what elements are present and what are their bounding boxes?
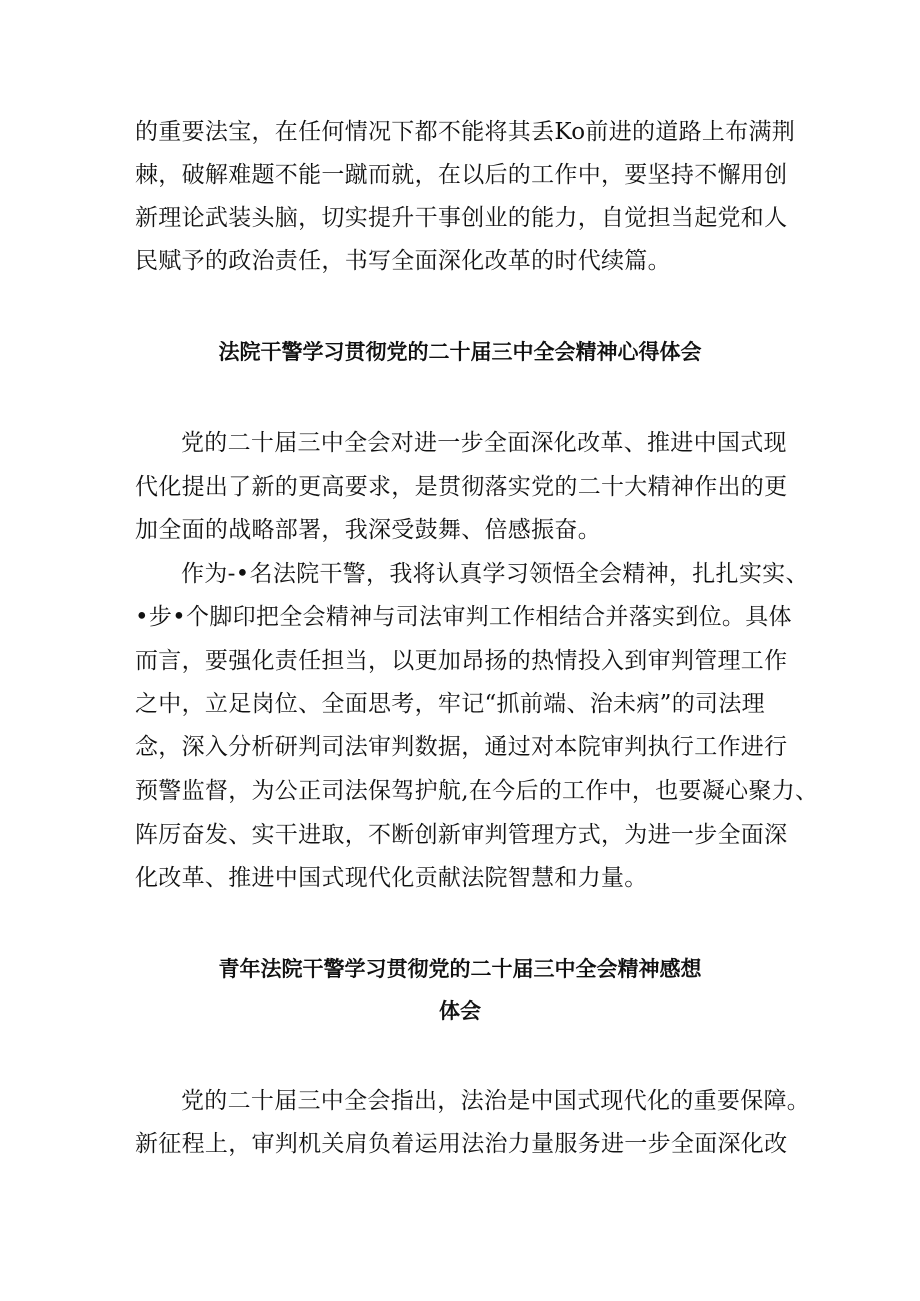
section-heading-continuation: 体会 [439, 999, 481, 1023]
paragraph-line: •步•个脚印把全会精神与司法审判工作相结合并落实到位。具体 [135, 604, 792, 630]
paragraph-line: 代化提出了新的更高要求，是贯彻落实党的二十大精神作出的更 [135, 474, 788, 500]
paragraph-line: 阵厉奋发、实干进取，不断创新审判管理方式，为进一步全面深 [135, 822, 788, 848]
paragraph-line: 民赋予的政治责任，书写全面深化改革的时代续篇。 [135, 248, 671, 274]
paragraph-line: 而言，要强化责任担当，以更加昂扬的热情投入到审判管理工作 [135, 648, 788, 674]
paragraph-line: 新理论武装头脑，切实提升干事创业的能力，自觉担当起党和人 [135, 205, 788, 231]
paragraph-line: 之中，立足岗位、全面思考，牢记“抓前端、治未病”的司法理 [135, 691, 765, 717]
paragraph-line: 的重要法宝，在任何情况下都不能将其丢Ko前进的道路上布满荆 [135, 119, 796, 145]
paragraph-line: 作为-•名法院干警，我将认真学习领悟全会精神，扎扎实实、 [181, 561, 809, 587]
paragraph-line: 党的二十届三中全会对进一步全面深化改革、推进中国式现 [181, 430, 787, 456]
section-heading: 青年法院干警学习贯彻党的二十届三中全会精神感想 [218, 957, 702, 981]
paragraph-line: 念，深入分析研判司法审判数据，通过对本院审判执行工作进行 [135, 734, 788, 760]
paragraph-line: 加全面的战略部署，我深受鼓舞、倍感振奋。 [135, 517, 601, 543]
paragraph-line: 预警监督，为公正司法保驾护航,在今后的工作中，也要凝心聚力、 [135, 778, 819, 804]
section-heading: 法院干警学习贯彻党的二十届三中全会精神心得体会 [218, 340, 702, 364]
paragraph-line: 党的二十届三中全会指出，法治是中国式现代化的重要保障。 [181, 1088, 811, 1114]
paragraph-line: 棘，破解难题不能一蹴而就，在以后的工作中，要坚持不懈用创 [135, 162, 788, 188]
paragraph-line: 新征程上，审判机关肩负着运用法治力量服务进一步全面深化改 [135, 1131, 788, 1157]
paragraph-line: 化改革、推进中国式现代化贡献法院智慧和力量。 [135, 865, 648, 891]
